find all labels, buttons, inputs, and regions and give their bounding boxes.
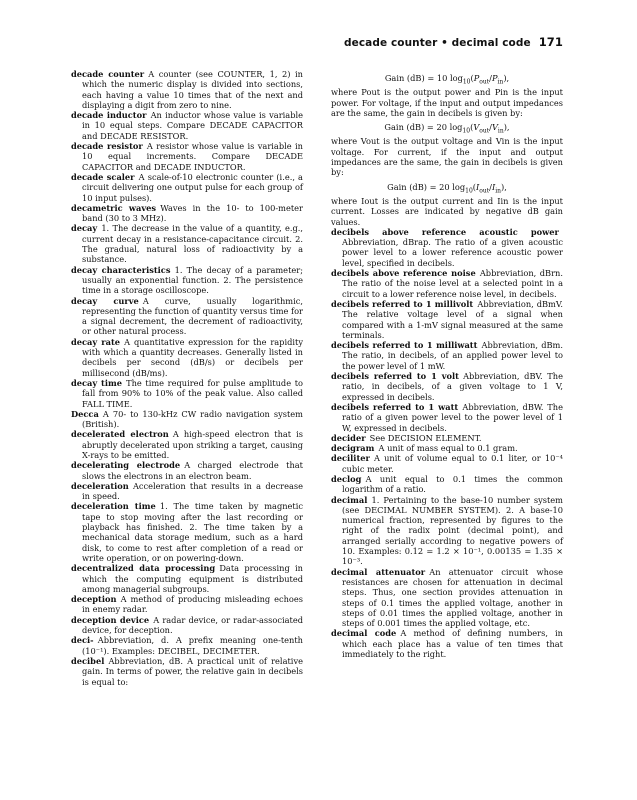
entry-definition: A unit of mass equal to 0.1 gram. — [378, 443, 518, 454]
entry-term: decibels above reference acoustic power — [331, 226, 559, 237]
entry-term: deci- — [71, 635, 94, 646]
equation-text: ), — [501, 181, 507, 192]
dictionary-entry — [71, 594, 303, 615]
running-header — [70, 35, 563, 49]
entry-definition: A method of defining numbers, in which each place has a value of ten times that immediately to the right. — [342, 628, 563, 660]
entry-definition: A unit of volume equal to 0.1 liter, or 10⁻⁴ cubic meter. — [342, 453, 563, 474]
equation-numerator-subscript: out — [479, 187, 490, 195]
entry-term: decibels referred to 1 volt — [331, 371, 459, 382]
dictionary-entry — [331, 340, 563, 371]
entry-term: decade resistor — [71, 141, 143, 152]
dictionary-entry — [331, 443, 563, 453]
equation-log-base: 10 — [462, 78, 471, 86]
entry-term: decay characteristics — [71, 264, 171, 275]
equation-text: ), — [503, 122, 510, 133]
dictionary-entry — [71, 172, 303, 203]
equation-numerator: P — [473, 73, 480, 83]
dictionary-entry — [331, 371, 563, 402]
entry-term: decimal — [331, 494, 368, 505]
entry-term: decimal code — [331, 628, 397, 639]
dictionary-entry — [71, 615, 303, 636]
entry-definition: A charged electrode that slows the electrons in an electron beam. — [82, 460, 303, 481]
paragraph-current: where Iout is the output current and Iin is the input current. Losses are indicated by negative dB gain values. — [331, 195, 563, 227]
dictionary-entry — [331, 495, 563, 567]
entry-term: decigram — [331, 443, 375, 454]
dictionary-entry — [331, 453, 563, 474]
equation-log-base: 10 — [465, 187, 473, 195]
equation-numerator-subscript: out — [479, 127, 490, 135]
entry-definition: 1. The time taken by magnetic tape to stop moving after the last recording or playback has finished. 2. The time taken by a mechanical data storage medium, such as a hard disk, to come to rest after completion of a read or write operation, or on powering-down. — [82, 501, 303, 563]
entry-definition: An inductor whose value is variable in 10 equal steps. Compare DECADE CAPACITOR and DECADE RESISTOR. — [82, 110, 304, 141]
entry-definition: A counter (see COUNTER, 1, 2) in which the numeric display is divided into sections, each having a value 10 times that of the next and displaying a digit from zero to nine. — [82, 69, 303, 110]
entry-term: deciliter — [331, 453, 370, 464]
dictionary-entry — [331, 628, 563, 659]
page-number: 171 — [538, 35, 563, 49]
dictionary-entry — [331, 474, 563, 495]
entry-definition: Data processing in which the computing equipment is distributed among managerial subgroups. — [82, 563, 303, 594]
dictionary-entry — [71, 378, 303, 409]
entry-term: decentralized data processing — [71, 563, 216, 574]
entry-term: Decca — [71, 408, 99, 419]
entry-definition: Abbreviation, dB. A practical unit of relative gain. In terms of power, the relative gain in decibels is equal to: — [82, 655, 303, 687]
entry-term: deception device — [71, 614, 150, 625]
entry-term: decay curve — [71, 295, 139, 306]
equation-numerator: I — [476, 181, 480, 192]
dictionary-entry — [331, 567, 563, 629]
entry-term: decade scaler — [71, 171, 135, 182]
equation-numerator: V — [473, 122, 480, 133]
entry-definition: Abbreviation, dBrn. The ratio of the noise level at a selected point in a circuit to a lower reference noise level, in decibels. — [342, 268, 563, 299]
equation-current-gain: Gain (dB) = 20 $\log_{10}(I_{out}/I_{in})$, — [387, 181, 507, 195]
entry-definition: A scale-of-10 electronic counter (i.e., a circuit delivering one output pulse for each group of 10 input pulses). — [82, 171, 303, 203]
equation-text: ), — [503, 73, 510, 83]
paragraph-power: where Pout is the output power and Pin is the input power. For voltage, if the input and output impedances are the same, the gain in decibels is given by: — [331, 87, 563, 118]
entry-term: deceleration time — [71, 501, 156, 512]
dictionary-entry — [71, 429, 303, 460]
entry-definition: See DECISION ELEMENT. — [369, 432, 482, 443]
equation-power-gain: Gain (dB) = 10 $\log_{10}(P_{out}/P_{in})$, — [384, 73, 510, 86]
equation-log-base: 10 — [462, 127, 471, 135]
entry-definition: A resistor whose value is variable in 10 equal increments. Compare DECADE CAPACITOR and DECADE INDUCTOR. — [82, 141, 303, 172]
dictionary-entry — [71, 69, 303, 110]
entry-term: decibel — [71, 655, 105, 666]
running-title: decade counter • decimal code — [344, 37, 531, 49]
equation-denominator-subscript: in — [497, 127, 504, 135]
equation-denominator: V — [491, 122, 498, 133]
entry-definition: 1. The decay of a parameter; usually an exponential function. 2. The persistence time in a storage oscilloscope. — [82, 264, 303, 296]
left-column — [71, 69, 303, 687]
entry-term: declog — [331, 473, 362, 484]
entry-definition: A curve, usually logarithmic, representing the function of quantity versus time for a signal decrement, the decrement of radioactivity, or other natural process. — [82, 295, 304, 337]
entry-term: deceleration — [71, 480, 129, 491]
entry-definition: Abbreviation, d. A prefix meaning one-tenth (10⁻¹). Examples: DECIBEL, DECIMETER. — [82, 635, 303, 656]
equation-denominator-subscript: in — [495, 187, 502, 195]
dictionary-entry — [71, 296, 303, 337]
dictionary-entry — [71, 203, 303, 224]
equation-text: Gain (dB) = 20 log — [387, 181, 466, 192]
dictionary-entry — [71, 481, 303, 502]
entry-definition: Acceleration that results in a decrease in speed. — [82, 480, 303, 502]
entry-term: decay — [71, 223, 98, 234]
dictionary-entry — [331, 299, 563, 340]
equation-denominator: I — [491, 181, 496, 192]
entry-definition: A quantitative expression for the rapidity with which a quantity decreases. Generally listed in decibels per second (dB/s) or decibels per millisecond (dB/ms). — [82, 336, 303, 378]
dictionary-entry — [331, 227, 563, 268]
entry-definition: A high-speed electron that is abruptly decelerated upon striking a target, causing X-rays to be emitted. — [82, 429, 303, 460]
equation-numerator-subscript: out — [479, 78, 490, 86]
equation-denominator: P — [491, 73, 498, 83]
dictionary-entry — [71, 141, 303, 172]
entry-definition: Abbreviation, dBV. The ratio, in decibels, of a given voltage to 1 V, expressed in decibels. — [342, 371, 563, 402]
dictionary-entry — [71, 635, 303, 656]
right-entries — [331, 227, 563, 659]
entry-definition: A method of producing misleading echoes in enemy radar. — [82, 594, 303, 615]
entry-term: decider — [331, 432, 366, 443]
entry-term: decelerated electron — [71, 429, 169, 440]
equation-voltage-gain: Gain (dB) = 20 $\log_{10}(V_{out}/V_{in})$, — [384, 122, 510, 135]
dictionary-entry — [331, 268, 563, 299]
entry-term: decametric waves — [71, 202, 157, 213]
entry-term: decibels referred to 1 milliwatt — [331, 340, 478, 351]
entry-definition: 1. The decrease in the value of a quantity, e.g., current decay in a resistance-capacitance circuit. 2. The gradual, natural loss of radioactivity by a substance. — [82, 223, 303, 265]
dictionary-entry — [71, 563, 303, 594]
dictionary-entry — [71, 223, 303, 264]
dictionary-entry — [71, 110, 303, 141]
entry-definition: Waves in the 10- to 100-meter band (30 to 3 MHz). — [82, 202, 304, 224]
entry-term: decade counter — [71, 69, 145, 79]
entry-definition: A 70- to 130-kHz CW radio navigation system (British). — [82, 408, 303, 430]
entry-term: decade inductor — [71, 110, 147, 121]
entry-term: decibels above reference noise — [331, 268, 476, 279]
entry-definition: A unit equal to 0.1 times the common logarithm of a ratio. — [342, 473, 563, 495]
entry-term: decibels referred to 1 watt — [331, 401, 459, 412]
dictionary-entry — [331, 433, 563, 443]
paragraph-voltage: where Vout is the output voltage and Vin is the input voltage. For current, if the input and output impedances are the same, the gain in decibels is given by: — [331, 136, 563, 178]
dictionary-entry — [331, 402, 563, 433]
entry-definition: An attenuator circuit whose resistances are chosen for attenuation in decimal steps. Thus, one section provides attenuation in steps of 0.1 times the applied voltage, another in steps of 0.01 times the applied voltage, another in steps of 0.001 times the applied voltage, etc. — [342, 566, 563, 629]
equation-denominator-subscript: in — [497, 78, 504, 86]
dictionary-entry — [71, 460, 303, 481]
entry-definition: Abbreviation, dBW. The ratio of a given power level to the power level of 1 W, expressed in decibels. — [342, 401, 563, 433]
entry-term: decimal attenuator — [331, 566, 426, 577]
entry-definition: A radar device, or radar-associated device, for deception. — [82, 614, 304, 636]
entry-definition: Abbreviation, dBmV. The relative voltage level of a signal when compared with a 1-mV signal measured at the same terminals. — [342, 298, 564, 340]
entry-definition: Abbreviation, dBm. The ratio, in decibels, of an applied power level to the power level of 1 mW. — [342, 340, 563, 371]
dictionary-entry — [71, 337, 303, 378]
dictionary-entry — [71, 265, 303, 296]
entry-term: decelerating electrode — [71, 460, 181, 471]
entry-definition: The time required for pulse amplitude to fall from 90% to 10% of the peak value. Also called FALL TIME. — [82, 377, 303, 409]
right-column — [331, 69, 563, 659]
entry-definition: 1. Pertaining to the base-10 number system (see DECIMAL NUMBER SYSTEM). 2. A base-10 numerical fraction, represented by figures to the right of the radix point (decimal point), and arranged serially according to negative powers of 10. Examples: 0.12 = 1.2 × 10⁻¹, 0.00135 = 1.35 × 10⁻³. — [342, 494, 563, 567]
dictionary-entry — [71, 501, 303, 563]
entry-term: decibels referred to 1 millivolt — [331, 298, 474, 309]
dictionary-entry — [71, 409, 303, 430]
dictionary-entry — [71, 656, 303, 687]
entry-definition: Abbreviation, dBrap. The ratio of a given acoustic power level to a lower reference acoustic power level, specified in decibels. — [342, 237, 563, 268]
equation-text: Gain (dB) = 10 log — [384, 73, 463, 83]
equation-text: Gain (dB) = 20 log — [384, 122, 463, 133]
entry-term: decay rate — [71, 336, 121, 347]
entry-term: decay time — [71, 377, 122, 388]
entry-term: deception — [71, 594, 117, 605]
